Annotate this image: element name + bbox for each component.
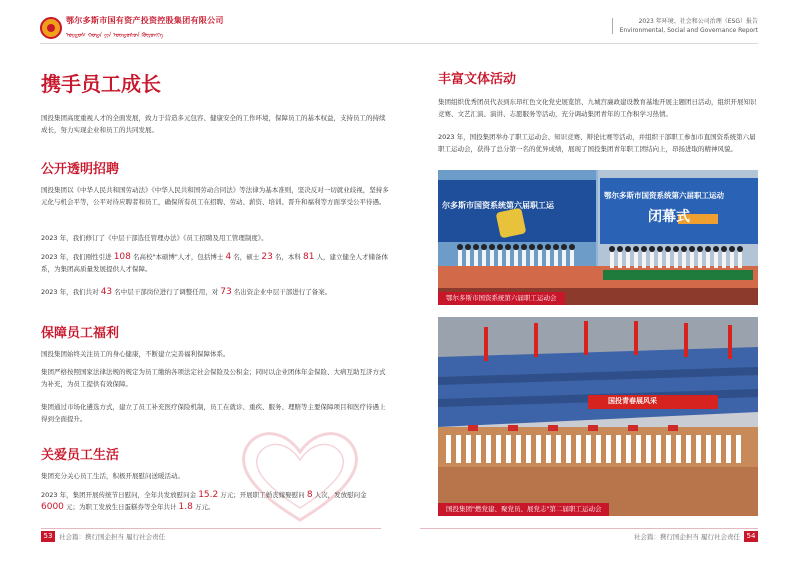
sports-meet-photo: [438, 170, 758, 305]
report-title-en: Environmental, Social and Governance Report: [619, 27, 758, 34]
care-paragraph-1: 集团充分关心员工生活，积极开展慰问送暖活动。: [41, 472, 184, 480]
recruit-paragraph-2: 2023 年，我们修订了《中层干部选任管理办法》《员工招聘及用工管理制度》。: [41, 234, 268, 242]
footer-rule-right: [420, 528, 758, 529]
page-number-right: 54: [744, 531, 758, 542]
photo2-banner: 国投青春展风采: [608, 397, 657, 405]
welfare-paragraph-2: 集团严格按照国家法律法规的规定为员工缴纳各项法定社会保险及公积金；同时以企业团体年金保险、大病互助互济方式为补充，为员工提供有效保障。: [41, 368, 386, 388]
photo1-caption: 鄂尔多斯市国资系统第六届职工运动会: [438, 292, 565, 305]
report-title-cn: 2023 年环境、社会和公司治理（ESG）报告: [638, 18, 758, 25]
care-title: 关爱员工生活: [41, 448, 120, 463]
photo1-banner-left: 尔多斯市国资系统第六届职工运: [442, 201, 554, 210]
footer-rule-left: [41, 528, 381, 529]
company-logo-icon: [40, 17, 62, 39]
stat-cadres-filed: 73: [220, 287, 232, 297]
care-paragraph-2: 2023 年，集团开展传统节日慰问，全年共发放慰问金 15.2 万元；开展职工婚丧嫁娶慰问 8 人次，发放慰问金 6000 元；为职工发放生日蛋糕券等全年共计 1.8 万元。: [41, 490, 367, 512]
stat-master: 23: [261, 252, 273, 262]
company-name-mongolian: ᠣᠷᠳᠣᠰ ᠬᠣᠲᠠ ᠶᠢᠨ ᠦᠨᠳᠦᠰᠦᠨ ᠬᠥᠷᠥᠩᠭᠡ: [66, 32, 164, 39]
company-name: 鄂尔多斯市国有资产投资控股集团有限公司: [66, 16, 224, 25]
welfare-paragraph-1: 国投集团始终关注员工的身心健康，不断建立完善福利保障体系。: [41, 350, 230, 358]
photo1-banner-right: 鄂尔多斯市国资系统第六届职工运动: [604, 191, 724, 200]
recruit-title: 公开透明招聘: [41, 162, 120, 177]
footer-text-right: 社会篇：携行国企担当 履行社会责任: [633, 533, 740, 541]
activities-title: 丰富文体活动: [438, 72, 517, 87]
staff-games-photo: [438, 317, 758, 516]
activities-paragraph-2: 2023 年，国投集团举办了职工运动会、知识竞赛、辩论比赛等活动，并组织干部职工参加市直国资系统第六届职工运动会，获得了总分第一名的优异成绩，展现了国投集团青年职工团结向上，昂扬进取的精神风貌。: [438, 133, 756, 153]
photo1-closing-ceremony: 闭幕式: [648, 209, 690, 225]
stat-talent-total: 108: [113, 252, 131, 262]
section-title: 携手员工成长: [41, 72, 161, 96]
welfare-paragraph-3: 集团通过市场化遴选方式，建立了员工补充医疗保险机制，员工在就诊、重疾、服务、理赔等主要保障项目和医疗待遇上得到全面提升。: [41, 403, 386, 423]
recruit-paragraph-4: 2023 年，我们共对 43 名中层干部岗位进行了调整任用，对 73 名出资企业中层干部进行了备案。: [41, 287, 332, 297]
photo2-caption: 国投集团"燃党建、聚党员、展党志"第二届职工运动会: [438, 503, 609, 516]
welfare-title: 保障员工福利: [41, 326, 120, 341]
stat-bachelor: 81: [302, 252, 315, 262]
stat-visits: 8: [306, 490, 313, 500]
page-number-left: 53: [41, 531, 55, 542]
recruit-paragraph-3: 2023 年，我们刚性引进 108 名高校"本硕博"人才，包括博士 4 名，硕士 23 名，本科 81 人，建立健全人才储备体系，为集团高质量发展提供人才保障。: [41, 252, 388, 273]
stat-holiday-fund: 15.2: [198, 490, 219, 500]
recruit-paragraph-1: 国投集团以《中华人民共和国劳动法》《中华人民共和国劳动合同法》等法律为基本准则，坚决反对一切就业歧视，坚持多元化与机会平等，公平对待应聘者和员工，确保所有员工在招聘、劳动、薪资、培训、晋升和福利等方面享受公平待遇。: [41, 186, 389, 206]
header-rule: [40, 43, 758, 44]
stat-cadres-adjusted: 43: [100, 287, 113, 297]
footer-text-left: 社会篇：携行国企担当 履行社会责任: [59, 533, 166, 541]
header-divider: [612, 18, 613, 34]
intro-paragraph: 国投集团高度重视人才的全面发展，致力于营造多元包容、健康安全的工作环境，保障员工的基本权益，支持员工的持续成长，努力实现企业和员工的共同发展。: [41, 114, 386, 134]
stat-phd: 4: [225, 252, 232, 262]
stat-visit-fund: 6000: [41, 502, 64, 512]
report-title: [620, 17, 758, 35]
staff-games-image: [438, 317, 758, 516]
activities-paragraph-1: 集团组织优秀团员代表到东昂红色文化党史展览馆、九城宫廉政建设教育基地开展主题团日活动，组织开展知识竞赛、文艺汇演、演讲、志愿服务等活动，充分调动集团青年的工作积学习热情。: [438, 98, 757, 118]
stat-birthday-fund: 1.8: [178, 502, 193, 512]
